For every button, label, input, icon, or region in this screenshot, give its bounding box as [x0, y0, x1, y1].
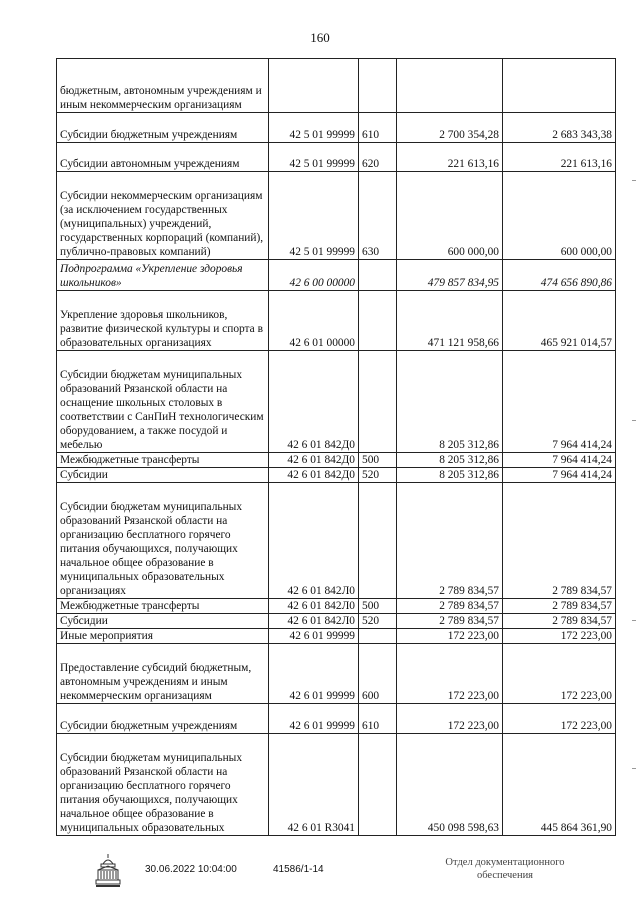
row-sum-1-cell: 2 789 834,57: [397, 614, 503, 629]
row-expense-type-cell: [359, 483, 397, 599]
page-number: 160: [310, 30, 330, 45]
row-sum-2-cell: 474 656 890,86: [503, 260, 616, 291]
row-sum-2-cell: 7 964 414,24: [503, 351, 616, 453]
row-code-cell: 42 6 01 842Л0: [269, 599, 359, 614]
row-sum-2-cell: 7 964 414,24: [503, 468, 616, 483]
row-code-cell: 42 6 01 99999: [269, 644, 359, 704]
footer-department: [440, 856, 570, 882]
duma-building-icon: [95, 852, 121, 888]
row-sum-1-cell: 8 205 312,86: [397, 468, 503, 483]
row-code-cell: 42 6 01 842Л0: [269, 483, 359, 599]
row-sum-2-cell: 2 789 834,57: [503, 614, 616, 629]
row-code-cell: 42 6 01 00000: [269, 291, 359, 351]
row-name-cell: Иные мероприятия: [57, 629, 269, 644]
row-code-cell: 42 5 01 99999: [269, 143, 359, 172]
footer-date: 30.06.2022 10:04:00: [145, 864, 237, 875]
row-name-cell: Укрепление здоровья школьников, развитие физической культуры и спорта в образовательных организациях: [57, 291, 269, 351]
row-sum-2-cell: 2 789 834,57: [503, 483, 616, 599]
row-code-cell: 42 6 01 99999: [269, 704, 359, 734]
margin-mark: [632, 768, 636, 769]
page-footer: [0, 852, 640, 892]
row-name-cell: Подпрограмма «Укрепление здоровья школьников»: [57, 260, 269, 291]
row-sum-1-cell: 2 789 834,57: [397, 599, 503, 614]
table-row: [57, 113, 616, 143]
row-code-cell: 42 6 01 842Л0: [269, 614, 359, 629]
row-sum-2-cell: 172 223,00: [503, 629, 616, 644]
row-sum-2-cell: 221 613,16: [503, 143, 616, 172]
row-expense-type-cell: 610: [359, 113, 397, 143]
table-row: [57, 483, 616, 599]
row-name-cell: Межбюджетные трансферты: [57, 599, 269, 614]
row-code-cell: 42 6 01 842Д0: [269, 468, 359, 483]
row-expense-type-cell: [359, 734, 397, 836]
row-name-cell: Субсидии бюджетам муниципальных образований Рязанской области на организацию бесплатного горячего питания обучающихся, получающих начальное общее образование в муниципальных образовательных организациях: [57, 483, 269, 599]
table-row: [57, 59, 616, 113]
table-row: [57, 143, 616, 172]
row-expense-type-cell: [359, 291, 397, 351]
row-sum-2-cell: 172 223,00: [503, 644, 616, 704]
row-sum-1-cell: 221 613,16: [397, 143, 503, 172]
row-name-cell: Субсидии: [57, 468, 269, 483]
row-code-cell: 42 6 01 842Д0: [269, 351, 359, 453]
table-row: [57, 453, 616, 468]
row-sum-2-cell: 465 921 014,57: [503, 291, 616, 351]
row-expense-type-cell: 520: [359, 614, 397, 629]
row-code-cell: 42 6 00 00000: [269, 260, 359, 291]
row-code-cell: 42 6 01 R3041: [269, 734, 359, 836]
row-expense-type-cell: 500: [359, 599, 397, 614]
row-expense-type-cell: [359, 260, 397, 291]
row-sum-1-cell: 471 121 958,66: [397, 291, 503, 351]
row-expense-type-cell: 500: [359, 453, 397, 468]
table-row: [57, 351, 616, 453]
row-name-cell: Субсидии некоммерческим организациям (за исключением государственных (муниципальных) учреждений, государственных корпораций (компаний), публично-правовых компаний): [57, 172, 269, 260]
row-sum-2-cell: 7 964 414,24: [503, 453, 616, 468]
table-row: [57, 172, 616, 260]
row-sum-1-cell: 172 223,00: [397, 644, 503, 704]
row-sum-1-cell: 8 205 312,86: [397, 453, 503, 468]
row-code-cell: 42 5 01 99999: [269, 172, 359, 260]
row-code-cell: 42 6 01 99999: [269, 629, 359, 644]
row-name-cell: Предоставление субсидий бюджетным, автономным учреждениям и иным некоммерческим организациям: [57, 644, 269, 704]
row-code-cell: [269, 59, 359, 113]
row-sum-2-cell: 445 864 361,90: [503, 734, 616, 836]
row-sum-1-cell: [397, 59, 503, 113]
footer-doc-number: 41586/1-14: [273, 864, 324, 875]
row-sum-1-cell: 8 205 312,86: [397, 351, 503, 453]
table-row: [57, 291, 616, 351]
row-sum-1-cell: 172 223,00: [397, 704, 503, 734]
row-name-cell: Субсидии бюджетам муниципальных образований Рязанской области на организацию бесплатного горячего питания обучающихся, получающих начальное общее образование в муниципальных образовательных: [57, 734, 269, 836]
row-expense-type-cell: 620: [359, 143, 397, 172]
row-name-cell: Субсидии бюджетным учреждениям: [57, 113, 269, 143]
budget-table-body: [57, 59, 616, 836]
footer-department-line2: обеспечения: [476, 870, 534, 881]
margin-mark: [632, 180, 636, 181]
row-expense-type-cell: [359, 351, 397, 453]
row-sum-1-cell: 479 857 834,95: [397, 260, 503, 291]
row-expense-type-cell: [359, 629, 397, 644]
row-name-cell: бюджетным, автономным учреждениям и иным некоммерческим организациям: [57, 59, 269, 113]
margin-mark: [632, 420, 636, 421]
row-sum-2-cell: 2 789 834,57: [503, 599, 616, 614]
row-sum-2-cell: 600 000,00: [503, 172, 616, 260]
table-row: [57, 644, 616, 704]
footer-department-line1: Отдел документационного: [445, 857, 565, 868]
row-name-cell: Субсидии автономным учреждениям: [57, 143, 269, 172]
margin-mark: [632, 620, 636, 621]
row-code-cell: 42 5 01 99999: [269, 113, 359, 143]
row-expense-type-cell: [359, 59, 397, 113]
row-sum-2-cell: 2 683 343,38: [503, 113, 616, 143]
row-sum-1-cell: 2 700 354,28: [397, 113, 503, 143]
row-name-cell: Субсидии: [57, 614, 269, 629]
row-name-cell: Субсидии бюджетам муниципальных образований Рязанской области на оснащение школьных столовых в соответствии с СанПиН технологическим оборудованием, а также посудой и мебелью: [57, 351, 269, 453]
table-row: [57, 260, 616, 291]
row-sum-1-cell: 172 223,00: [397, 629, 503, 644]
row-code-cell: 42 6 01 842Д0: [269, 453, 359, 468]
table-row: [57, 599, 616, 614]
table-row: [57, 734, 616, 836]
row-sum-2-cell: [503, 59, 616, 113]
row-expense-type-cell: 520: [359, 468, 397, 483]
table-row: [57, 468, 616, 483]
row-expense-type-cell: 630: [359, 172, 397, 260]
row-sum-2-cell: 172 223,00: [503, 704, 616, 734]
row-expense-type-cell: 610: [359, 704, 397, 734]
table-row: [57, 704, 616, 734]
row-sum-1-cell: 450 098 598,63: [397, 734, 503, 836]
table-row: [57, 629, 616, 644]
row-expense-type-cell: 600: [359, 644, 397, 704]
row-name-cell: Субсидии бюджетным учреждениям: [57, 704, 269, 734]
row-sum-1-cell: 600 000,00: [397, 172, 503, 260]
row-name-cell: Межбюджетные трансферты: [57, 453, 269, 468]
row-sum-1-cell: 2 789 834,57: [397, 483, 503, 599]
table-row: [57, 614, 616, 629]
budget-table: [56, 58, 616, 836]
